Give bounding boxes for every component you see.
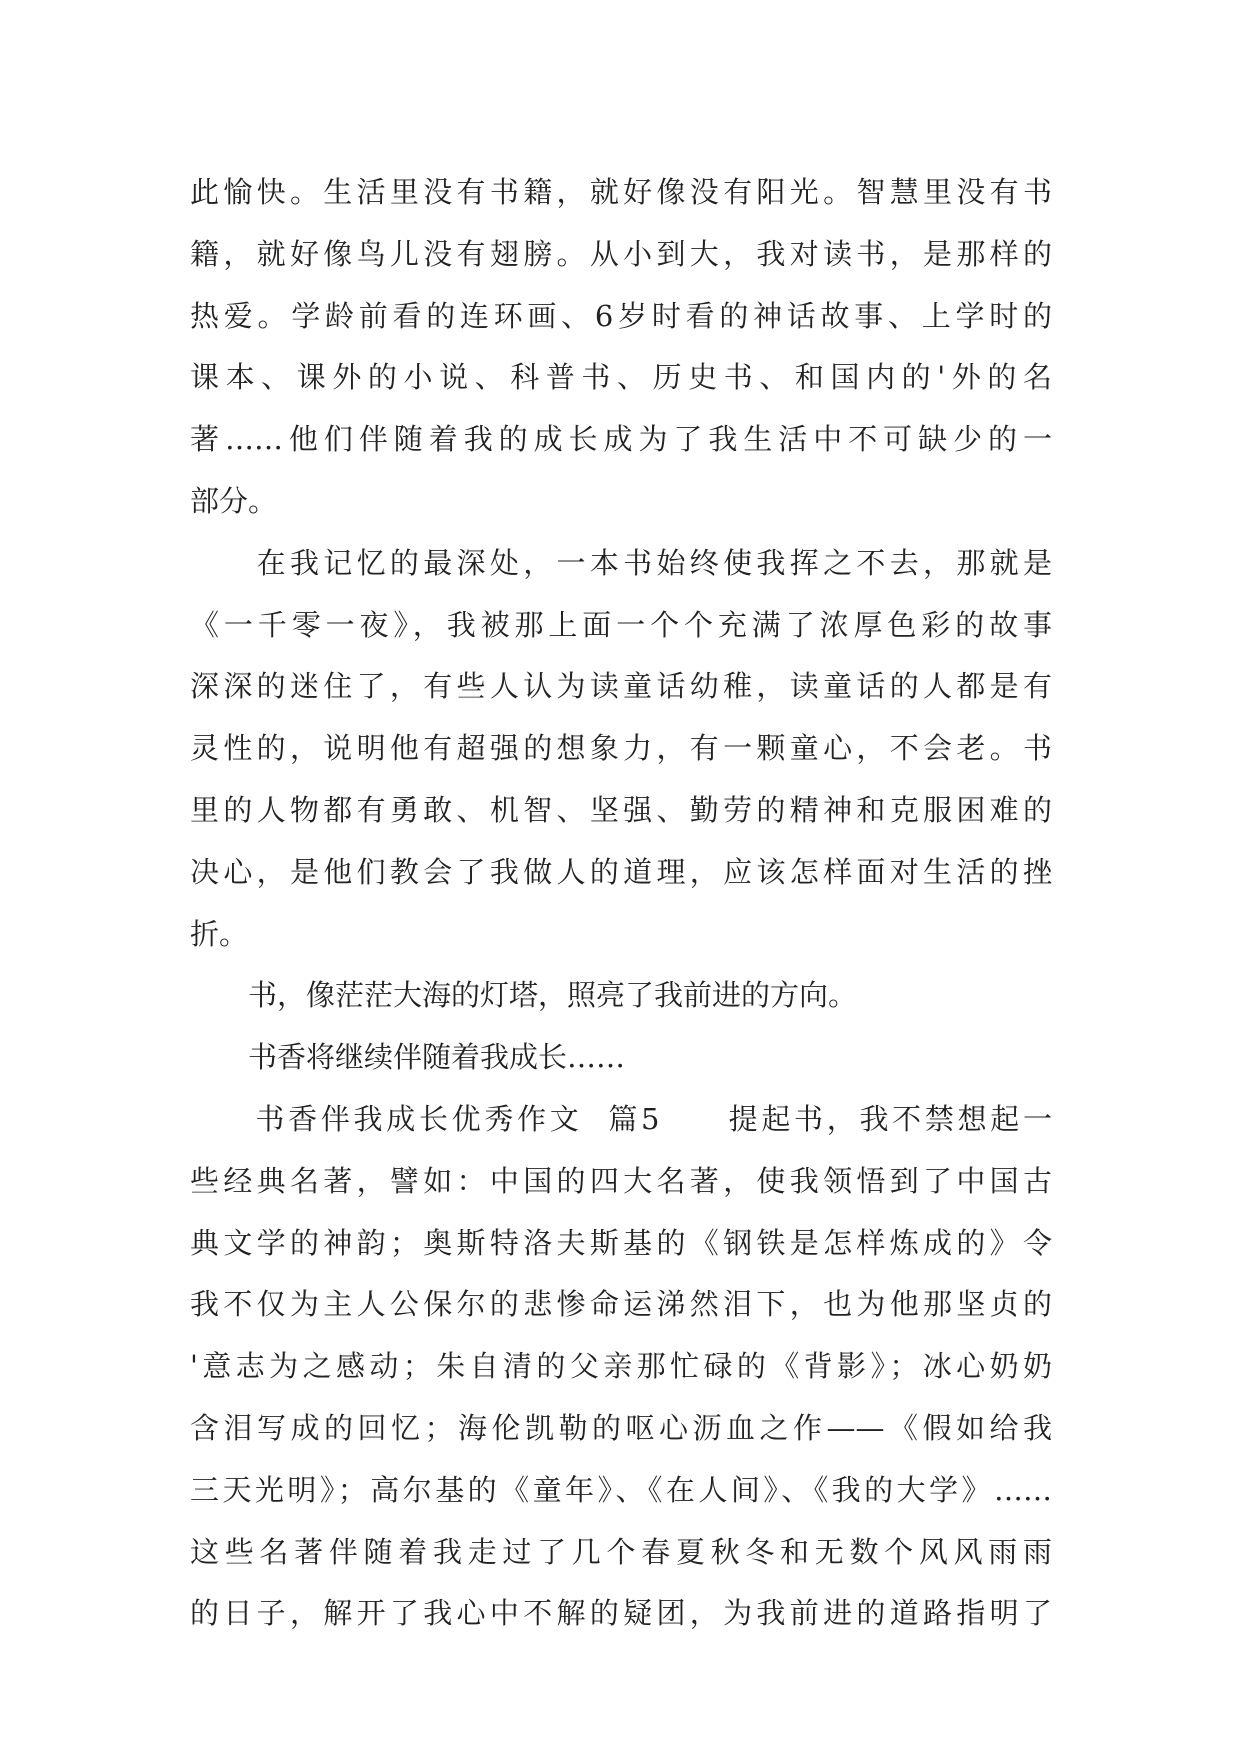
text-line: 热爱。学龄前看的连环画、6岁时看的神话故事、上学时的 <box>190 298 1052 333</box>
text-line: 这些名著伴随着我走过了几个春夏秋冬和无数个风风雨雨 <box>190 1534 1052 1569</box>
text-line: 书，像茫茫大海的灯塔，照亮了我前进的方向。 <box>190 978 858 1013</box>
text-line: 在我记忆的最深处，一本书始终使我挥之不去，那就是 <box>190 545 1052 580</box>
text-line: 著……他们伴随着我的成长成为了我生活中不可缺少的一 <box>190 422 1052 457</box>
text-line: 决心，是他们教会了我做人的道理，应该怎样面对生活的挫 <box>190 854 1052 889</box>
text-line: 些经典名著，譬如：中国的四大名著，使我领悟到了中国古 <box>190 1163 1052 1198</box>
text-line: '意志为之感动；朱自清的父亲那忙碌的《背影》；冰心奶奶 <box>190 1349 1052 1384</box>
text-line: 三天光明》；高尔基的《童年》、《在人间》、《我的大学》…… <box>190 1472 1052 1507</box>
text-line: 的日子，解开了我心中不解的疑团，为我前进的道路指明了 <box>190 1596 1052 1631</box>
text-line: 《一千零一夜》，我被那上面一个个充满了浓厚色彩的故事 <box>190 607 1052 642</box>
text-line: 此愉快。生活里没有书籍，就好像没有阳光。智慧里没有书 <box>190 175 1052 209</box>
text-line: 里的人物都有勇敢、机智、坚强、勤劳的精神和克服困难的 <box>190 792 1052 827</box>
text-line: 课本、课外的小说、科普书、历史书、和国内的'外的名 <box>190 360 1052 395</box>
text-line: 部分。 <box>190 483 278 518</box>
text-line: 折。 <box>190 916 249 951</box>
text-line: 我不仅为主人公保尔的悲惨命运涕然泪下，也为他那坚贞的 <box>190 1287 1052 1322</box>
text-line: 书香伴我成长优秀作文 篇5 提起书，我不禁想起一 <box>190 1101 1052 1136</box>
text-line: 书香将继续伴随着我成长…… <box>190 1040 626 1075</box>
text-line: 深深的迷住了，有些人认为读童话幼稚，读童话的人都是有 <box>190 669 1052 704</box>
text-line: 典文学的神韵；奥斯特洛夫斯基的《钢铁是怎样炼成的》令 <box>190 1225 1052 1260</box>
text-line: 灵性的，说明他有超强的想象力，有一颗童心，不会老。书 <box>190 731 1052 766</box>
essay-body <box>190 162 1052 1645</box>
text-line: 籍，就好像鸟儿没有翅膀。从小到大，我对读书，是那样的 <box>190 236 1052 271</box>
text-line: 含泪写成的回忆；海伦凯勒的呕心沥血之作——《假如给我 <box>190 1410 1052 1445</box>
